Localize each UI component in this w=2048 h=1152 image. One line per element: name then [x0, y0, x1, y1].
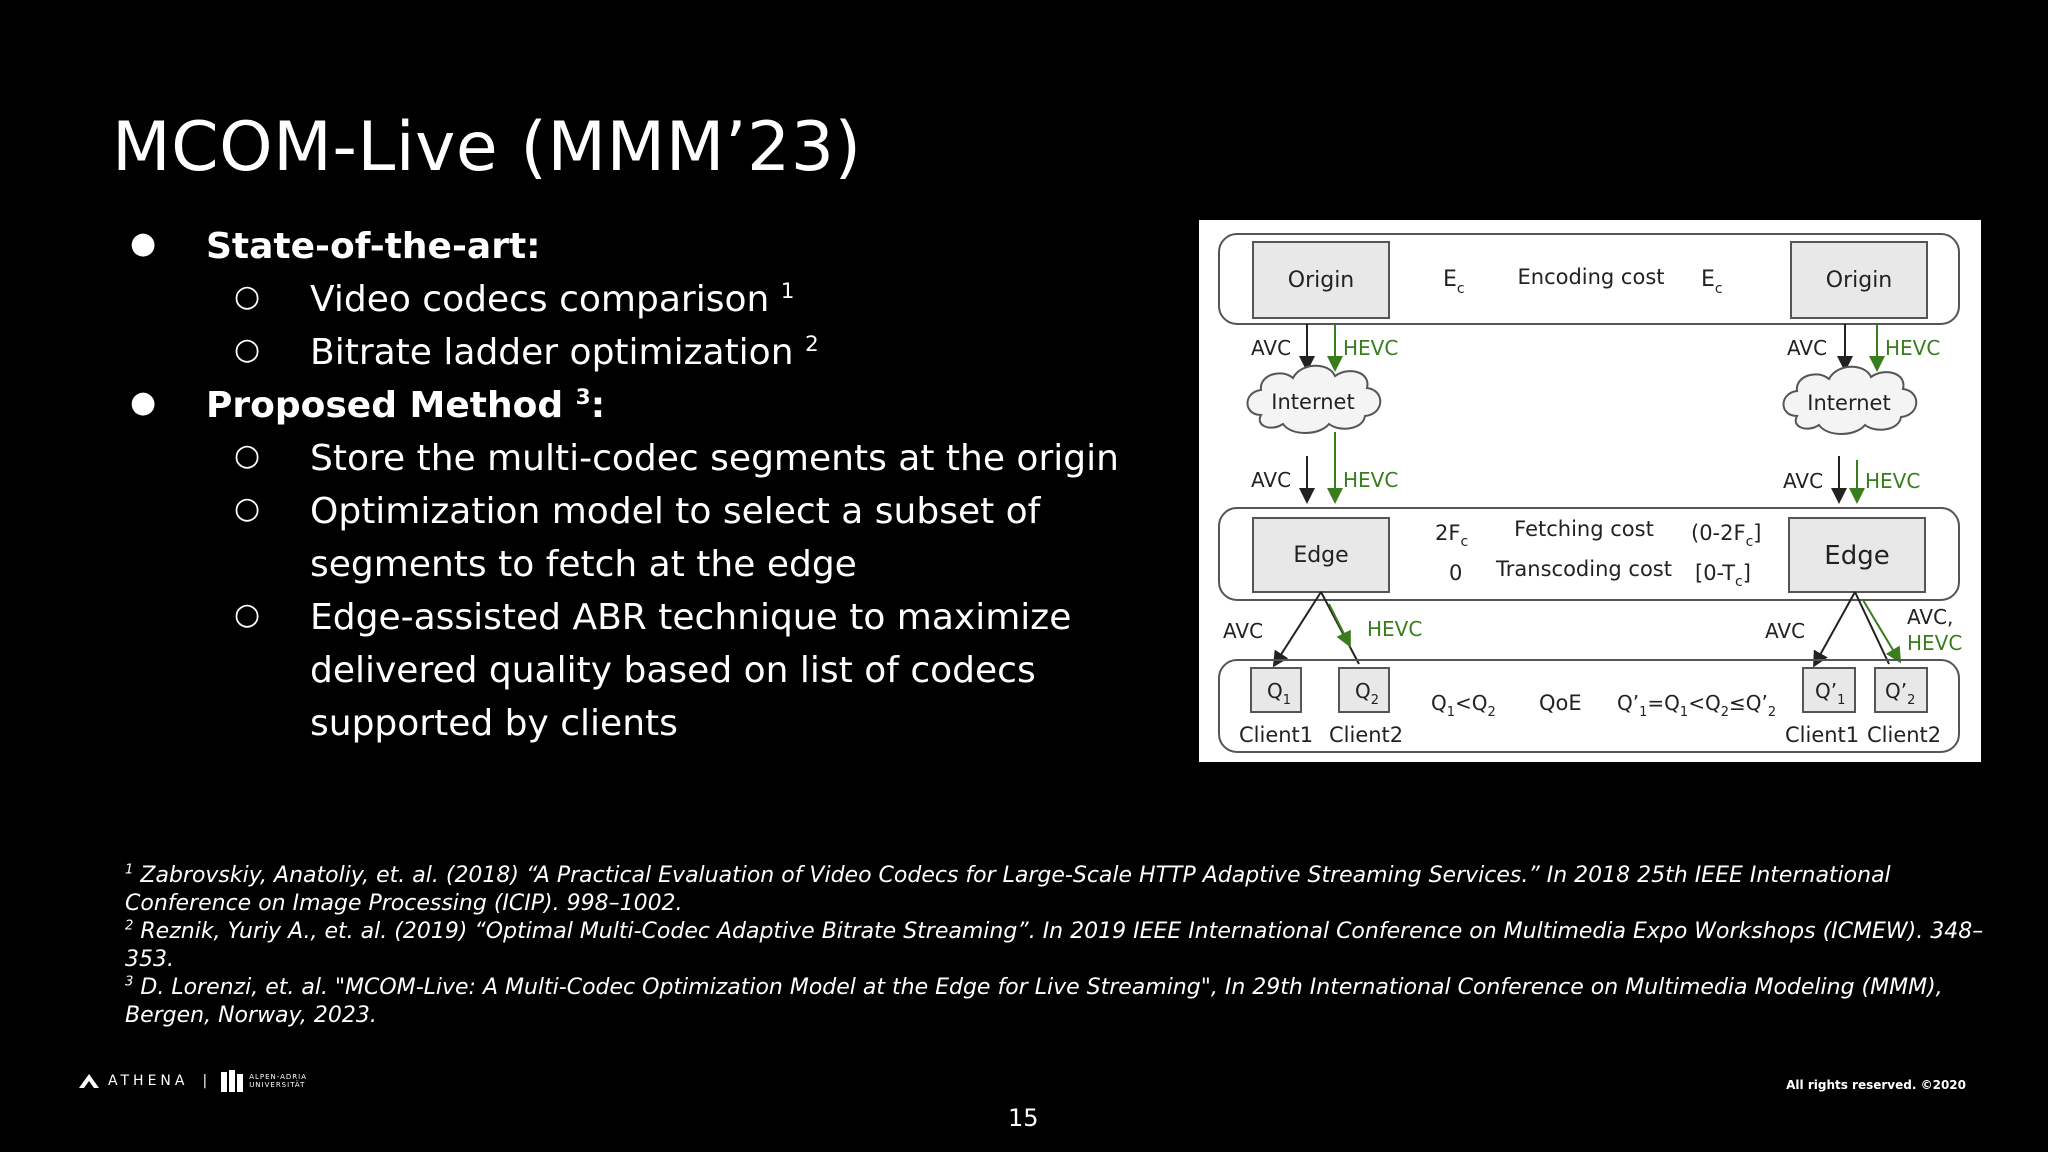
- hevc-label-1: HEVC: [1343, 336, 1399, 360]
- transcode-range: $[0-T_c]$: [1695, 561, 1751, 590]
- transcode-zero: 0: [1449, 561, 1463, 585]
- university-logo-icon: [221, 1070, 245, 1092]
- edge-label-left: Edge: [1293, 543, 1349, 568]
- client2-label-right: Client2: [1867, 723, 1942, 747]
- hevc-label-3: HEVC: [1343, 468, 1399, 492]
- architecture-diagram: [1199, 220, 1981, 762]
- q2p-label-right: $Q’_2$: [1885, 679, 1916, 708]
- fetch-range: $(0-2F_c]$: [1691, 521, 1762, 550]
- reference-1: $^1$ Zabrovskiy, Anatoliy, et. al. (2018) “A Practical Evaluation of Video Codecs for Large-Scale HTTP Adaptive Streaming Services.” In 2018 25th IEEE International Conference on Image Processing (ICIP). 998–1002.: [125, 862, 1891, 916]
- edge-label-right: Edge: [1824, 541, 1890, 571]
- qoe-left-relation: $Q_1<Q_2$: [1431, 691, 1496, 720]
- avc-label-6: AVC: [1765, 619, 1806, 643]
- avc-label-2: AVC: [1787, 336, 1828, 360]
- footer-separator: |: [202, 1073, 208, 1089]
- references: [125, 862, 1985, 1030]
- avc-comma-label: AVC,: [1907, 605, 1954, 629]
- page-number: 15: [1008, 1104, 1039, 1132]
- reference-2: $^2$ Reznik, Yuriy A., et. al. (2019) “Optimal Multi-Codec Adaptive Bitrate Streaming”. In 2019 IEEE International Conference on Multimedia Expo Workshops (ICMEW). 348–353.: [125, 918, 1984, 972]
- university-name: ALPEN-ADRIA UNIVERSITÄT: [249, 1073, 308, 1089]
- transcoding-cost-label: Transcoding cost: [1496, 557, 1672, 581]
- footer-logos: [78, 1070, 307, 1092]
- ec-right: $E_c$: [1701, 267, 1723, 297]
- q1-label-left: $Q_1$: [1267, 679, 1292, 708]
- hevc-label-6: HEVC: [1907, 631, 1963, 655]
- ec-left: $E_c$: [1443, 267, 1465, 297]
- avc-label-3: AVC: [1251, 468, 1292, 492]
- internet-label-left: Internet: [1271, 390, 1355, 414]
- slide-title: MCOM-Live (MMM’23): [112, 108, 862, 187]
- reference-3: $^3$ D. Lorenzi, et. al. "MCOM-Live: A Multi-Codec Optimization Model at the Edge for Live Streaming", In 29th International Conference on Multimedia Modeling (MMM), Bergen, Norway, 2023.: [125, 974, 1943, 1028]
- hevc-label-4: HEVC: [1865, 469, 1921, 493]
- athena-logo-icon: [78, 1073, 100, 1089]
- diagram-svg: [1199, 220, 1981, 762]
- q1p-label-right: $Q’_1$: [1815, 679, 1846, 708]
- client1-label-left: Client1: [1239, 723, 1314, 747]
- hevc-label-5: HEVC: [1367, 617, 1423, 641]
- client1-label-right: Client1: [1785, 723, 1860, 747]
- copyright: All rights reserved. ©2020: [1786, 1078, 1966, 1092]
- avc-label-4: AVC: [1783, 469, 1824, 493]
- internet-label-right: Internet: [1807, 391, 1891, 415]
- q2-label-left: $Q_2$: [1355, 679, 1380, 708]
- origin-label-right: Origin: [1825, 268, 1893, 293]
- avc-label-1: AVC: [1251, 336, 1292, 360]
- encoding-cost-label: Encoding cost: [1517, 265, 1665, 289]
- fetch-2fc: $2F_c$: [1435, 521, 1469, 550]
- fetching-cost-label: Fetching cost: [1514, 517, 1654, 541]
- qoe-right-relation: $Q’_1=Q_1<Q_2\le Q’_2$: [1617, 691, 1777, 720]
- origin-label-left: Origin: [1287, 268, 1355, 293]
- hevc-label-2: HEVC: [1885, 336, 1941, 360]
- client2-label-left: Client2: [1329, 723, 1404, 747]
- avc-label-5: AVC: [1223, 619, 1264, 643]
- qoe-label: QoE: [1539, 691, 1582, 715]
- athena-brand: ATHENA: [108, 1073, 189, 1089]
